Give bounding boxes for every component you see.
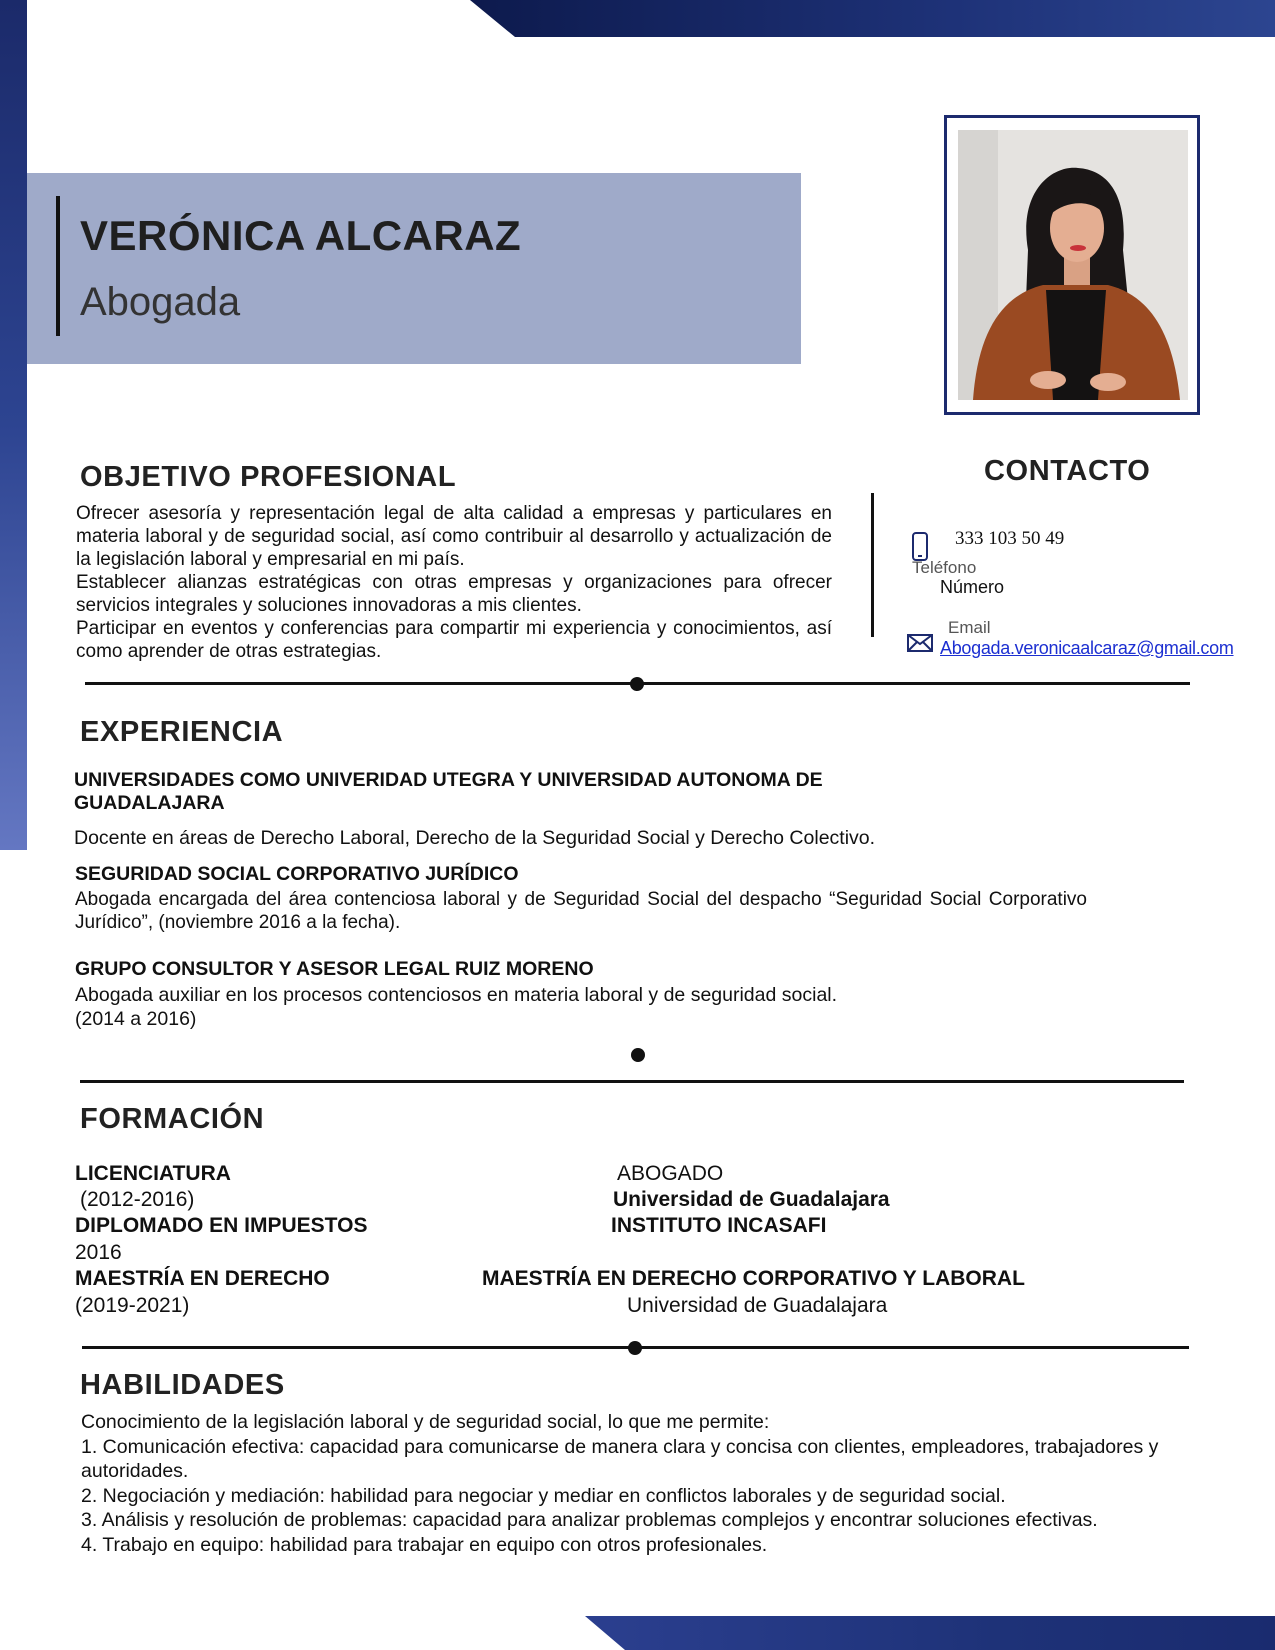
experience-desc: Abogada auxiliar en los procesos contenciosos en materia laboral y de seguridad social. [75, 984, 838, 1006]
email-label: Email [948, 618, 991, 637]
profile-photo [958, 130, 1188, 400]
objective-paragraph: Establecer alianzas estratégicas con otras empresas y organizaciones para ofrecer servicios integrales y soluciones innovadoras a mis clientes. [76, 572, 832, 616]
mail-icon [907, 634, 933, 657]
skills-item: 1. Comunicación efectiva: capacidad para comunicarse de manera clara y concisa con clientes, empleadores, trabajadores y autoridades. [81, 1435, 1159, 1482]
skills-heading: HABILIDADES [80, 1369, 285, 1401]
experience-heading: EXPERIENCIA [80, 716, 284, 748]
top-accent-bar [470, 0, 1275, 37]
phone-sublabel: Número [940, 577, 1005, 597]
education-title: ABOGADO [617, 1162, 724, 1185]
skills-item: 2. Negociación y mediación: habilidad para negociar y mediar en conflictos laborales y de seguridad social. [81, 1484, 1006, 1507]
skills-intro: Conocimiento de la legislación laboral y de seguridad social, lo que me permite: [81, 1411, 770, 1433]
education-institution: Universidad de Guadalajara [613, 1188, 890, 1211]
education-period: (2019-2021) [75, 1294, 190, 1317]
divider-dot [631, 1048, 645, 1062]
skills-body [81, 1410, 1206, 1557]
portrait-illustration [958, 130, 1188, 400]
experience-org: SEGURIDAD SOCIAL CORPORATIVO JURÍDICO [75, 863, 519, 885]
contact-divider [871, 493, 874, 637]
experience-desc: Abogada encargada del área contenciosa laboral y de Seguridad Social del despacho “Seguridad Social Corporativo Jurídico”, (noviembre 2016 a la fecha). [75, 889, 1087, 933]
experience-org: GRUPO CONSULTOR Y ASESOR LEGAL RUIZ MORENO [75, 958, 594, 980]
divider-dot [630, 677, 644, 691]
objective-heading: OBJETIVO PROFESIONAL [80, 461, 457, 493]
education-degree: DIPLOMADO EN IMPUESTOS [75, 1214, 368, 1237]
divider-dot [628, 1341, 642, 1355]
education-period: (2012-2016) [80, 1188, 195, 1211]
name-banner [27, 173, 801, 364]
skills-item: 4. Trabajo en equipo: habilidad para trabajar en equipo con otros profesionales. [81, 1533, 768, 1556]
education-heading: FORMACIÓN [80, 1103, 265, 1135]
experience-org: UNIVERSIDADES COMO UNIVERIDAD UTEGRA Y UNIVERSIDAD AUTONOMA DE GUADALAJARA [74, 769, 823, 814]
education-institution: INSTITUTO INCASAFI [611, 1214, 827, 1237]
person-name: VERÓNICA ALCARAZ [80, 212, 522, 259]
education-title: MAESTRÍA EN DERECHO CORPORATIVO Y LABORAL [482, 1267, 1025, 1290]
objective-paragraph: Ofrecer asesoría y representación legal de alta calidad a empresas y particulares en materia laboral y de seguridad social, así como contribuir al desarrollo y actualización de la legislación laboral y empresarial en mi país. [76, 503, 832, 570]
bottom-accent-bar [585, 1616, 1275, 1650]
section-divider [80, 1080, 1184, 1083]
education-period: 2016 [75, 1241, 122, 1264]
phone-number[interactable]: 333 103 50 49 [955, 528, 1065, 549]
education-degree: MAESTRÍA EN DERECHO [75, 1267, 330, 1290]
email-link[interactable]: Abogada.veronicaalcaraz@gmail.com [940, 638, 1234, 658]
left-accent-bar [0, 0, 27, 850]
objective-paragraph: Participar en eventos y conferencias para compartir mi experiencia y conocimientos, así como aprender de otras estrategias. [76, 618, 832, 662]
education-institution: Universidad de Guadalajara [627, 1294, 888, 1317]
education-degree: LICENCIATURA [75, 1162, 231, 1185]
objective-body [76, 502, 832, 663]
experience-period: (2014 a 2016) [75, 1008, 197, 1030]
phone-label: Teléfono [912, 558, 977, 577]
experience-desc: Docente en áreas de Derecho Laboral, Derecho de la Seguridad Social y Derecho Colectivo. [74, 827, 876, 849]
contact-heading: CONTACTO [984, 455, 1151, 487]
skills-item: 3. Análisis y resolución de problemas: capacidad para analizar problemas complejos y encontrar soluciones efectivas. [81, 1509, 1098, 1531]
name-divider [56, 196, 60, 336]
job-title: Abogada [80, 280, 241, 324]
